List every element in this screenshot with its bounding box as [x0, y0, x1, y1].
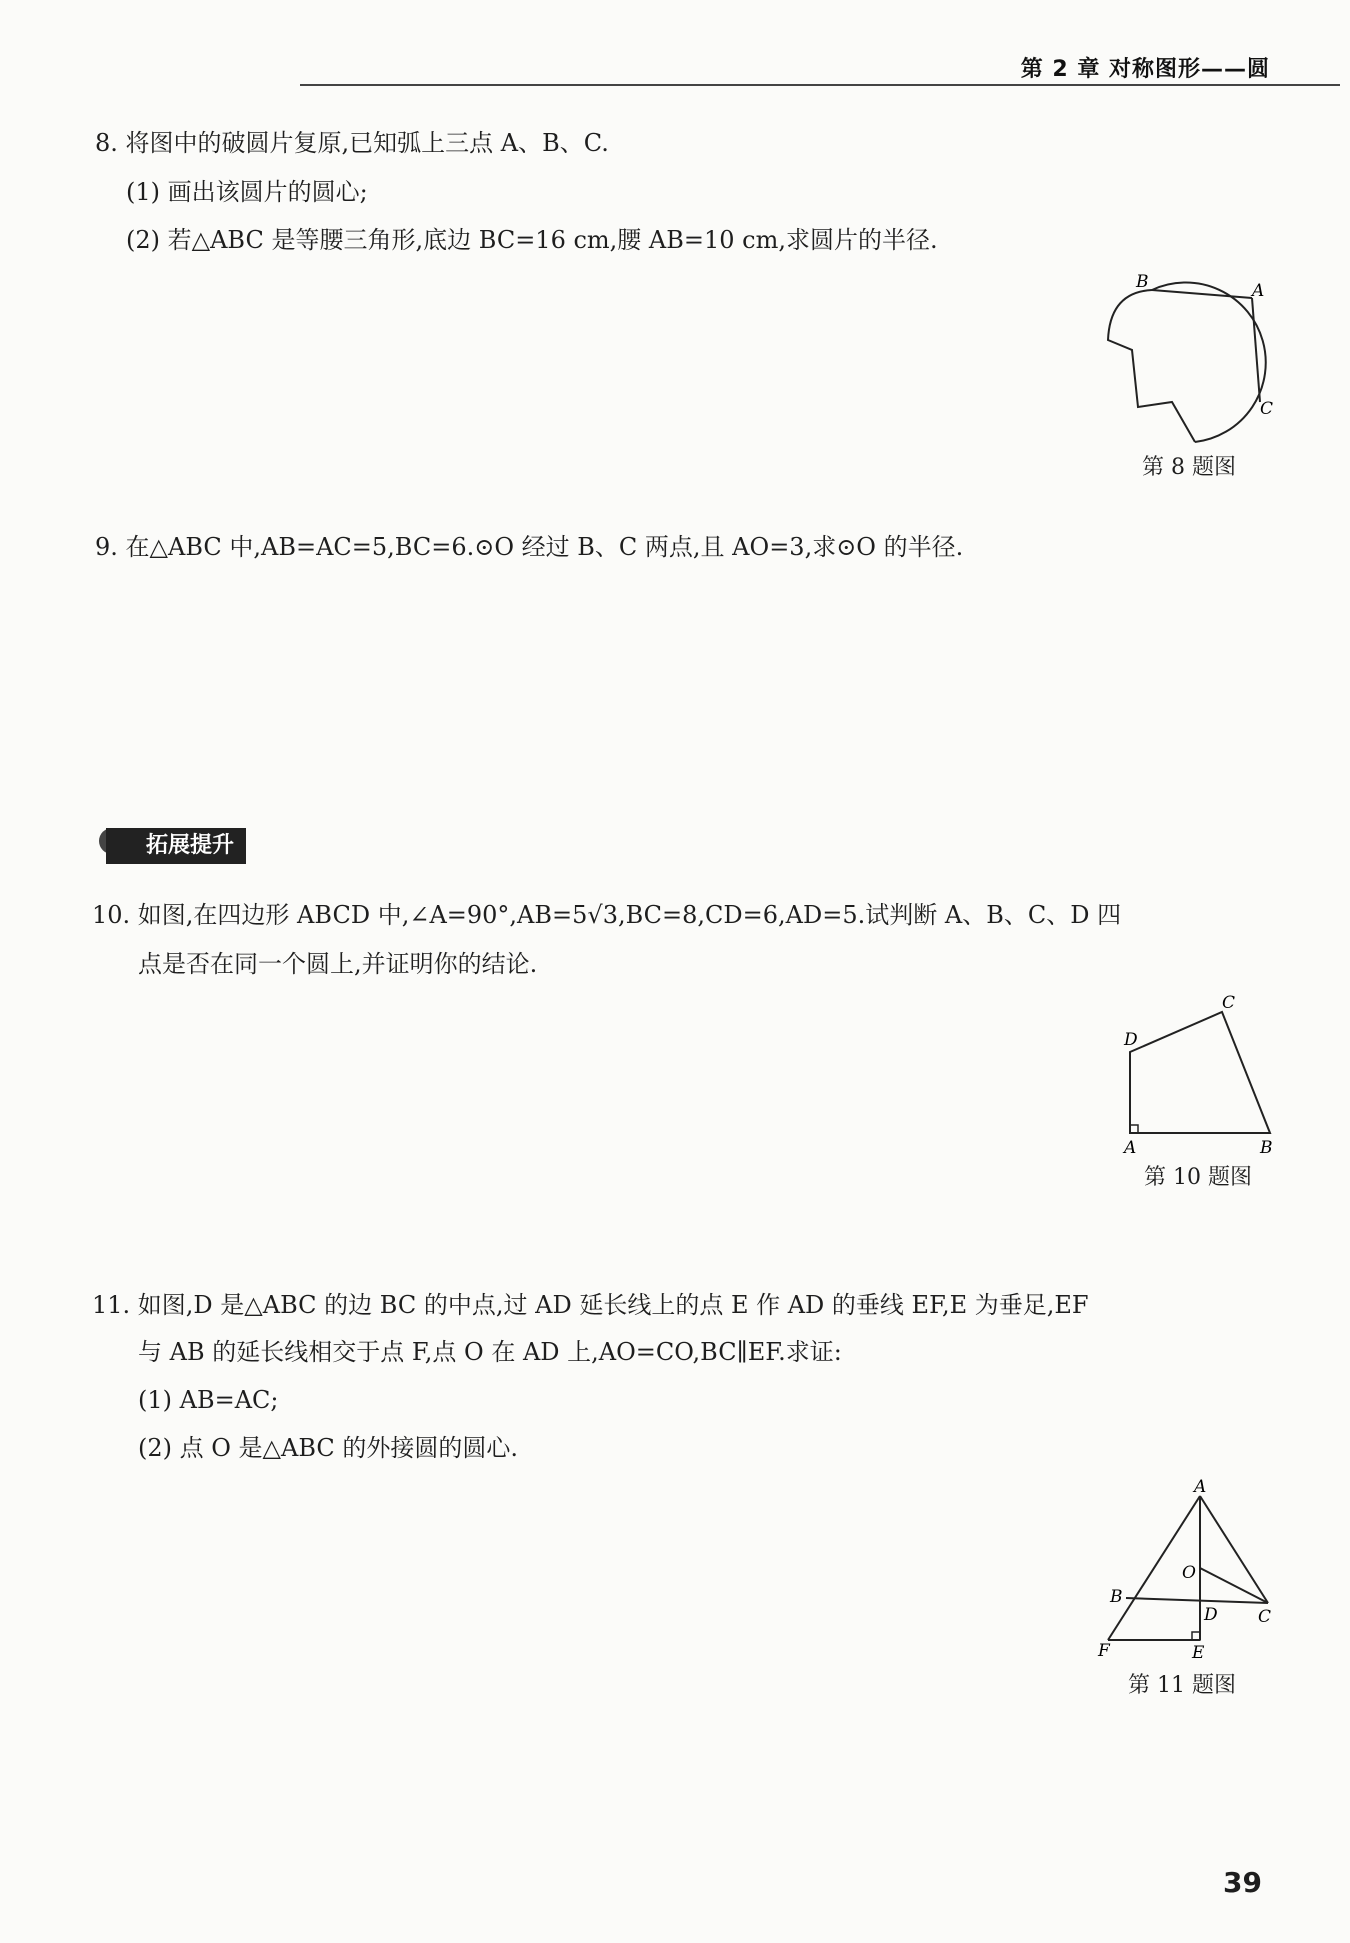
q11-figure: [1088, 1478, 1288, 1668]
section-banner: [92, 827, 246, 865]
q8-part1: (1) 画出该圆片的圆心;: [126, 178, 368, 206]
q11-line1: 11. 如图,D 是△ABC 的边 BC 的中点,过 AD 延长线上的点 E 作 AD 的垂线 EF,E 为垂足,EF: [92, 1291, 1089, 1319]
q11-part2: (2) 点 O 是△ABC 的外接圆的圆心.: [138, 1434, 519, 1462]
q8-label-c: C: [1260, 399, 1274, 419]
q11-caption: 第 11 题图: [1128, 1673, 1236, 1698]
q11-label-o: O: [1182, 1563, 1196, 1583]
q9-stem: 9. 在△ABC 中,AB=AC=5,BC=6.⊙O 经过 B、C 两点,且 AO=3,求⊙O 的半径.: [95, 533, 964, 561]
q10-label-c: C: [1222, 993, 1236, 1013]
q11-line-ac: [1200, 1496, 1268, 1603]
section-title: 拓展提升: [106, 828, 246, 864]
q10-label-a: A: [1124, 1138, 1137, 1158]
q11-line-bc: [1126, 1598, 1268, 1603]
q10-right-angle-mark: [1130, 1125, 1138, 1133]
q11-label-d: D: [1204, 1605, 1218, 1625]
q8-figure: [1090, 262, 1290, 452]
q11-label-f: F: [1098, 1641, 1110, 1661]
page-number: 39: [1223, 1866, 1262, 1899]
q10-label-d: D: [1124, 1030, 1138, 1050]
chapter-header: 第 2 章 对称图形——圆: [1020, 57, 1270, 82]
q11-label-a: A: [1194, 1478, 1207, 1497]
q8-arc: [1152, 283, 1266, 442]
q11-label-e: E: [1192, 1643, 1205, 1663]
q8-stem: 8. 将图中的破圆片复原,已知弧上三点 A、B、C.: [95, 129, 609, 157]
q10-line2: 点是否在同一个圆上,并证明你的结论.: [138, 950, 538, 978]
q11-right-angle-mark: [1192, 1632, 1200, 1640]
q11-label-c: C: [1258, 1607, 1272, 1627]
q10-quadrilateral: [1130, 1012, 1270, 1133]
q11-part1: (1) AB=AC;: [138, 1386, 279, 1414]
q10-figure: [1110, 990, 1290, 1160]
q11-label-b: B: [1110, 1587, 1123, 1607]
q8-chord-ac: [1252, 298, 1260, 402]
header-rule: [300, 84, 1340, 86]
q10-label-b: B: [1260, 1138, 1273, 1158]
q8-part2: (2) 若△ABC 是等腰三角形,底边 BC=16 cm,腰 AB=10 cm,求圆片的半径.: [126, 226, 938, 254]
q11-line2: 与 AB 的延长线相交于点 F,点 O 在 AD 上,AO=CO,BC∥EF.求证:: [138, 1338, 842, 1366]
q8-chord-ba: [1152, 290, 1252, 298]
q8-broken-edge: [1108, 290, 1195, 442]
q8-label-a: A: [1252, 281, 1265, 301]
q8-label-b: B: [1136, 272, 1149, 292]
q10-caption: 第 10 题图: [1144, 1165, 1252, 1190]
q10-line1: 10. 如图,在四边形 ABCD 中,∠A=90°,AB=5√3,BC=8,CD=6,AD=5.试判断 A、B、C、D 四: [92, 901, 1122, 929]
q8-caption: 第 8 题图: [1142, 455, 1236, 480]
